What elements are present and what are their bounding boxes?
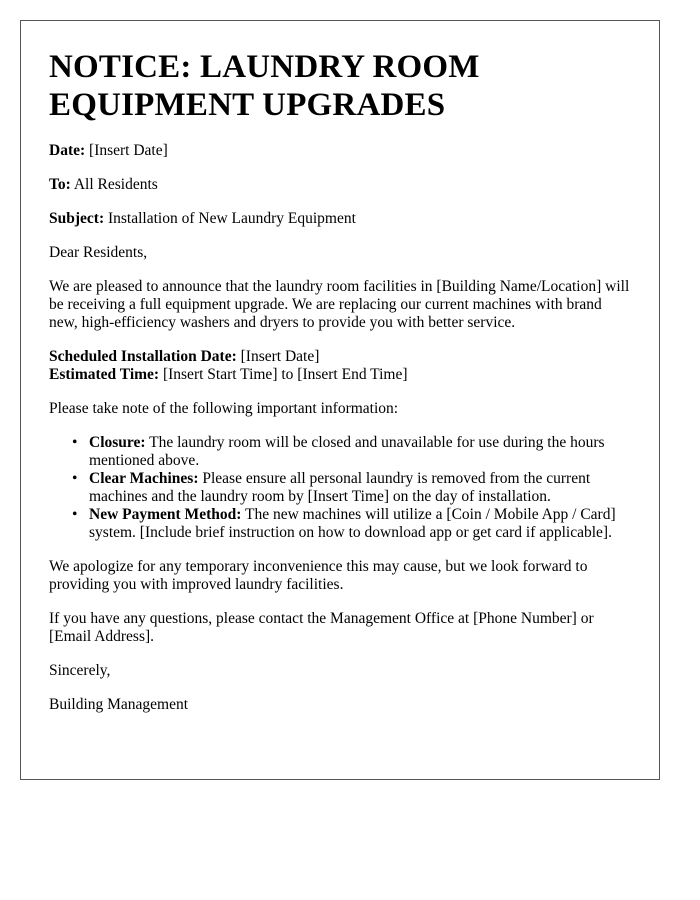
clear-machines-label: Clear Machines: (89, 470, 199, 487)
apology-paragraph: We apologize for any temporary inconvenience this may cause, but we look forward to providing you with improved laundry facilities. (49, 558, 588, 593)
date-label: Date: (49, 142, 86, 159)
notice-document (20, 20, 660, 780)
payment-method-label: New Payment Method: (89, 506, 242, 523)
estimated-time-value: [Insert Start Time] to [Insert End Time] (162, 366, 408, 383)
bullet-icon: • (72, 434, 78, 451)
installation-date-value: [Insert Date] (240, 348, 320, 365)
notice-title: NOTICE: LAUNDRY ROOM EQUIPMENT UPGRADES (49, 49, 480, 123)
bullet-icon: • (72, 506, 78, 523)
subject-line (49, 210, 631, 228)
to-label: To: (49, 176, 71, 193)
installation-date-label: Scheduled Installation Date: (49, 348, 237, 365)
closure-label: Closure: (89, 434, 146, 451)
closing: Sincerely, (49, 662, 111, 679)
date-value: [Insert Date] (89, 142, 168, 159)
subject-label: Subject: (49, 210, 105, 227)
estimated-time-label: Estimated Time: (49, 366, 160, 383)
date-line (49, 142, 631, 160)
salutation: Dear Residents, (49, 244, 148, 261)
installation-date-line (49, 348, 631, 366)
to-line (49, 176, 631, 194)
estimated-time-line (49, 366, 631, 384)
info-intro: Please take note of the following important information: (49, 400, 399, 417)
list-item (72, 506, 631, 542)
payment-method-text: The new machines will utilize a [Coin / Mobile App / Card] system. [Include brief instruction on how to download app or get card if applicable]. (89, 506, 616, 541)
to-value: All Residents (73, 176, 158, 193)
intro-paragraph: We are pleased to announce that the laundry room facilities in [Building Name/Location] will be receiving a full equipment upgrade. We are replacing our current machines with brand new, high-efficiency washers and dryers to provide you with better service. (49, 278, 630, 331)
info-list (49, 434, 631, 542)
bullet-icon: • (72, 470, 78, 487)
list-item (72, 434, 631, 470)
clear-machines-text: Please ensure all personal laundry is removed from the current machines and the laundry room by [Insert Time] on the day of installation. (89, 470, 591, 505)
contact-paragraph: If you have any questions, please contact the Management Office at [Phone Number] or [Email Address]. (49, 610, 594, 645)
list-item (72, 470, 631, 506)
closure-text: The laundry room will be closed and unavailable for use during the hours mentioned above. (89, 434, 605, 469)
signature: Building Management (49, 696, 189, 713)
subject-value: Installation of New Laundry Equipment (107, 210, 356, 227)
